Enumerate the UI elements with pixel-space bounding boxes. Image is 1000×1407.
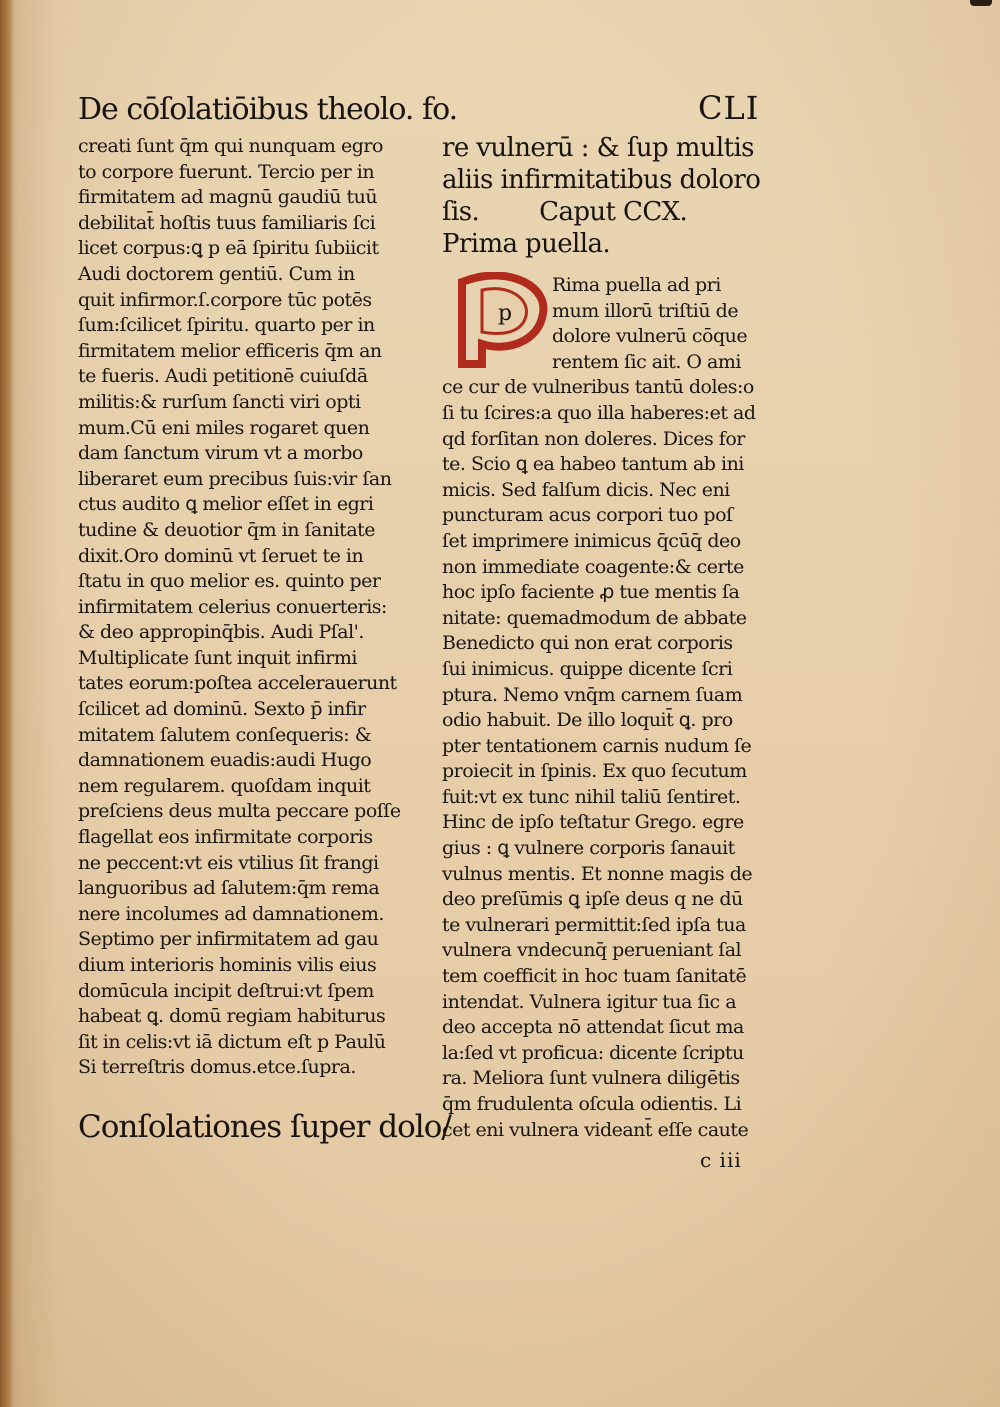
text-line: to corpore fuerunt. Tercio per in xyxy=(78,160,375,183)
text-line: ptura. Nemo vnq̄m carnem ſuam xyxy=(442,683,743,706)
text-line: te vulnerari permittit:ſed ipſa tua xyxy=(442,913,746,936)
text-line: Benedicto qui non erat corporis xyxy=(442,632,733,655)
text-line: tem coefficit in hoc tuam ſanitatē xyxy=(442,965,747,988)
text-line: & deo appropinq̄bis. Audi Pſal'. xyxy=(78,621,364,644)
text-line: habeat ꝗ. domū regiam habiturus xyxy=(78,1005,386,1028)
heading-last-word: ſis. xyxy=(442,197,480,227)
text-line: tudine & deuotior q̄m in ſanitate xyxy=(78,518,376,541)
text-line: mum.Cū eni miles rogaret quen xyxy=(78,416,370,439)
text-line: cet eni vulnera videant̄ eſſe caute xyxy=(442,1118,749,1141)
text-line: puncturam acus corpori tuo poſ xyxy=(442,504,733,527)
text-line: deo preſūmis ꝗ ipſe deus q ne dū xyxy=(442,888,743,911)
text-line: micis. Sed falſum dicis. Nec eni xyxy=(442,478,730,501)
text-line: firmitatem melior efficeris q̄m an xyxy=(78,339,382,362)
left-column xyxy=(78,134,428,1081)
text-line: Hinc de ipſo teſtatur Grego. egre xyxy=(442,811,744,834)
text-line: mum illorū triſtiū de xyxy=(552,299,739,322)
text-line: dium interioris hominis vilis eius xyxy=(78,954,377,976)
text-line: tates eorum:poſtea accelerauerunt xyxy=(78,672,397,695)
text-line: nitate: quemadmodum de abbate xyxy=(442,606,747,629)
running-title: De cōſolatiōibus theolo. fo. xyxy=(78,92,458,127)
text-line: vulnera vndecunq̄ perueniant ſal xyxy=(442,939,742,962)
text-line: ſui inimicus. quippe dicente ſcri xyxy=(442,657,733,680)
text-line: hoc ipſo faciente ꝓ tue mentis ſa xyxy=(442,581,740,604)
initial-guide-letter: p xyxy=(498,301,513,326)
gutter-shadow xyxy=(0,0,14,1407)
text-line: ſtatu in quo melior es. quinto per xyxy=(78,570,381,593)
folio-number: CLI xyxy=(698,89,760,127)
corner-ink-mark xyxy=(970,0,992,6)
text-line: te. Scio ꝗ ea habeo tantum ab ini xyxy=(442,453,744,476)
text-line: nere incolumes ad damnationem. xyxy=(78,902,384,925)
text-line: Multiplicate ſunt inquit infirmi xyxy=(78,646,357,669)
text-line: creati ſunt q̄m qui nunquam egro xyxy=(78,135,383,157)
chapter-number: Caput CCX. xyxy=(539,197,688,227)
text-line: ſcilicet ad dominū. Sexto p̄ infir xyxy=(78,698,366,721)
text-line: ctus audito ꝗ melior eſſet in egri xyxy=(78,493,374,516)
text-line: firmitatem ad magnū gaudiū tuū xyxy=(78,186,378,209)
text-line: Audi doctorem gentiū. Cum in xyxy=(78,262,355,285)
text-line: flagellat eos infirmitate corporis xyxy=(78,826,373,849)
text-line: domūcula incipit deſtrui:vt ſpem xyxy=(78,979,374,1002)
text-line: nem regularem. quoſdam inquit xyxy=(78,774,371,797)
text-line: ra. Meliora ſunt vulnera diligētis xyxy=(442,1067,740,1090)
text-line: languoribus ad ſalutem:q̄m rema xyxy=(78,877,380,900)
text-line: vulnus mentis. Et nonne magis de xyxy=(442,862,753,885)
text-line: dam ſanctum virum vt a morbo xyxy=(78,442,363,465)
text-line: liberaret eum precibus ſuis:vir ſan xyxy=(78,467,392,490)
heading-line-caput xyxy=(442,196,802,228)
text-line: te fueris. Audi petitionē cuiuſdā xyxy=(78,365,368,388)
text-line: damnationem euadis:audi Hugo xyxy=(78,749,372,772)
text-line: militis:& rurſum ſancti viri opti xyxy=(78,390,361,413)
text-line: mitatem ſalutem conſequeris: & xyxy=(78,723,372,746)
text-line: deo accepta nō attendat ſicut ma xyxy=(442,1016,744,1039)
section-heading: Conſolationes ſuper dolo/ xyxy=(78,1109,451,1145)
text-line: odio habuit. De illo loquit̄ ꝗ. pro xyxy=(442,709,733,732)
text-line: non immediate coagente:& certe xyxy=(442,555,744,578)
text-line: ſum:ſcilicet ſpiritu. quarto per in xyxy=(78,314,375,337)
text-line: gius : ꝗ vulnere corporis ſanauit xyxy=(442,837,735,860)
text-line: ſi tu ſcires:a quo illa haberes:et ad xyxy=(442,401,756,424)
text-line: ſit in celis:vt iā dictum eſt p Paulū xyxy=(78,1030,386,1053)
text-line: dolore vulnerū cōque xyxy=(552,325,748,348)
text-line: ne peccent:vt eis vtilius ſit frangi xyxy=(78,851,379,874)
text-line: proiecit in ſpinis. Ex quo ſecutum xyxy=(442,760,747,783)
text-line: ce cur de vulneribus tantū doles:o xyxy=(442,376,754,399)
text-line: qd forſitan non doleres. Dices for xyxy=(442,427,745,450)
text-line: debilitat̄ hoſtis tuus familiaris ſci xyxy=(78,211,376,234)
chapter-heading xyxy=(442,132,802,260)
right-column xyxy=(442,273,792,1143)
text-line: preſciens deus multa peccare poſſe xyxy=(78,800,401,823)
text-line: rentem ſic ait. O ami xyxy=(552,350,741,373)
text-line: licet corpus:ꝗ p eā ſpiritu ſubiicit xyxy=(78,237,379,260)
text-line: Rima puella ad pri xyxy=(552,274,721,296)
signature-mark: c iii xyxy=(700,1148,742,1172)
text-line: la:ſed vt proficua: dicente ſcriptu xyxy=(442,1041,744,1064)
text-line: q̄m frudulenta oſcula odientis. Li xyxy=(442,1093,742,1115)
text-line: ſet imprimere inimicus q̄cūq̄ deo xyxy=(442,529,741,552)
text-line: fuit:vt ex tunc nihil taliū ſentiret. xyxy=(442,785,741,808)
subheading: Prima puella. xyxy=(442,229,611,259)
text-line: Septimo per infirmitatem ad gau xyxy=(78,928,379,951)
text-line: pter tentationem carnis nudum ſe xyxy=(442,734,752,757)
heading-line: aliis infirmitatibus doloro xyxy=(442,165,761,195)
text-line: dixit.Oro dominū vt ſeruet te in xyxy=(78,544,364,567)
text-line: quit infirmor.ſ.corpore tūc potēs xyxy=(78,288,372,311)
text-line: intendat. Vulnera igitur tua ſic a xyxy=(442,990,737,1013)
text-line: Si terreſtris domus.etce.ſupra. xyxy=(78,1056,356,1079)
heading-line: re vulnerū : & ſup multis xyxy=(442,133,754,163)
text-line: infirmitatem celerius conuerteris: xyxy=(78,595,387,618)
